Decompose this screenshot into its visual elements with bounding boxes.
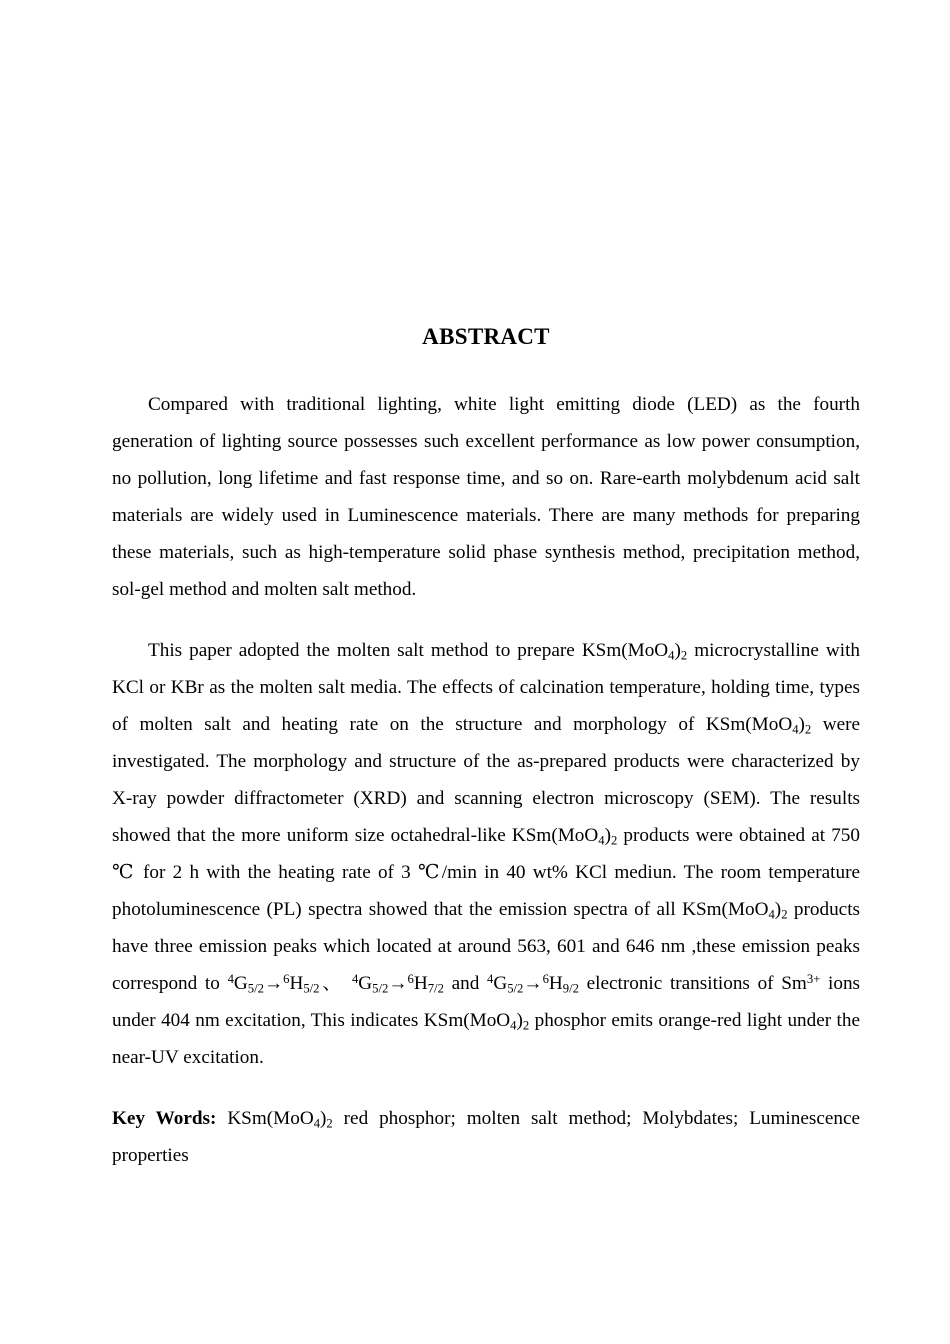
chemical-formula-ksm-mo-o4-2 bbox=[682, 899, 787, 920]
chemical-formula-ksm-mo-o4-2 bbox=[227, 1108, 332, 1129]
paragraph-intro-text: Compared with traditional lighting, white light emitting diode (LED) as the fourth generation of lighting source possesses such excellent performance as low power consumption, no pollution, long lifetime and fast response time, and so on. Rare-earth molybdenum acid salt materials are widely used in Luminescence materials. There are many methods for preparing these materials, such as high-temperature solid phase synthesis method, precipitation method, sol-gel method and molten salt method. bbox=[112, 394, 860, 600]
formula-subscript-count: 2 bbox=[522, 1018, 530, 1033]
transition-3-arrow: → bbox=[523, 973, 543, 994]
chemical-formula-ksm-mo-o4-2 bbox=[424, 1010, 529, 1031]
formula-subscript-count: 2 bbox=[804, 722, 812, 737]
formula-subscript-oxygen: 4 bbox=[510, 1018, 517, 1033]
formula-subscript-oxygen: 4 bbox=[768, 907, 775, 922]
chemical-formula-ksm-mo-o4-2 bbox=[582, 640, 687, 661]
transition-1-sup-a: 4 bbox=[227, 971, 234, 986]
ion-symbol: Sm bbox=[781, 973, 807, 994]
transition-2-sub-a: 5/2 bbox=[372, 981, 389, 996]
transition-1-letter-b: H bbox=[289, 973, 304, 994]
keywords-lead-space bbox=[216, 1108, 227, 1129]
transition-1-sub-a: 5/2 bbox=[247, 981, 264, 996]
transition-3-sup-b: 6 bbox=[542, 971, 549, 986]
formula-subscript-oxygen: 4 bbox=[668, 648, 675, 663]
formula-subscript-oxygen: 4 bbox=[598, 833, 605, 848]
transition-3-sup-a: 4 bbox=[487, 971, 494, 986]
formula-paren-close: ) bbox=[604, 825, 611, 846]
electronic-transition-1 bbox=[228, 973, 320, 994]
results-segment-6: 、 bbox=[319, 973, 352, 994]
formula-subscript-count: 2 bbox=[680, 648, 688, 663]
formula-base: KSm(MoO bbox=[705, 714, 793, 735]
results-segment-5: products have three emission peaks which located at around 563, 601 and 646 nm ,these emission peaks correspond to bbox=[112, 899, 860, 994]
formula-paren-close: ) bbox=[674, 640, 681, 661]
keywords-terms-text: red phosphor; molten salt method; Molybdates; Luminescence properties bbox=[112, 1108, 861, 1166]
transition-3-sub-b: 9/2 bbox=[562, 981, 579, 996]
ion-charge: 3+ bbox=[806, 971, 821, 986]
electronic-transition-2 bbox=[352, 973, 444, 994]
formula-paren-close: ) bbox=[798, 714, 805, 735]
transition-2-arrow: → bbox=[388, 973, 408, 994]
results-segment-10: phosphor emits orange-red light under the near-UV excitation. bbox=[112, 1010, 860, 1068]
paragraph-results bbox=[112, 632, 860, 1076]
formula-base: KSm(MoO bbox=[227, 1108, 314, 1129]
transition-2-sup-a: 4 bbox=[351, 971, 359, 986]
transition-3-sub-a: 5/2 bbox=[507, 981, 524, 996]
formula-paren-close: ) bbox=[320, 1108, 327, 1129]
transition-1-sub-b: 5/2 bbox=[303, 981, 320, 996]
formula-base: KSm(MoO bbox=[423, 1010, 511, 1031]
page-title: ABSTRACT bbox=[422, 324, 550, 350]
formula-base: KSm(MoO bbox=[511, 825, 599, 846]
transition-1-sup-b: 6 bbox=[283, 971, 290, 986]
transition-2-sub-b: 7/2 bbox=[427, 981, 444, 996]
chemical-formula-ksm-mo-o4-2 bbox=[512, 825, 617, 846]
formula-subscript-oxygen: 4 bbox=[792, 722, 799, 737]
transition-3-letter-a: G bbox=[493, 973, 508, 994]
transition-1-arrow: → bbox=[263, 973, 284, 994]
transition-3-letter-b: H bbox=[548, 973, 563, 994]
formula-subscript-count: 2 bbox=[326, 1116, 333, 1131]
formula-subscript-oxygen: 4 bbox=[313, 1116, 321, 1131]
formula-paren-close: ) bbox=[774, 899, 782, 920]
results-segment-2: microcrystalline with KCl or KBr as the molten salt media. The effects of calcination temperature, holding time, types of molten salt and heating rate on the structure and morphology of bbox=[112, 640, 860, 735]
formula-subscript-count: 2 bbox=[781, 907, 788, 922]
abstract-body bbox=[112, 386, 860, 1174]
transition-1-letter-a: G bbox=[233, 973, 248, 994]
transition-2-sup-b: 6 bbox=[407, 971, 414, 986]
ion-samarium-3-plus bbox=[781, 973, 820, 994]
results-segment-1: This paper adopted the molten salt method to prepare bbox=[148, 640, 582, 661]
electronic-transition-3 bbox=[487, 973, 579, 994]
formula-paren-close: ) bbox=[516, 1010, 523, 1031]
formula-base: KSm(MoO bbox=[682, 899, 769, 920]
formula-base: KSm(MoO bbox=[581, 640, 669, 661]
paragraph-intro bbox=[112, 386, 860, 608]
results-segment-3: were investigated. The morphology and structure of the as-prepared products were characterized by X-ray powder diffractometer (XRD) and scanning electron microscopy (SEM). The results showed that the more uniform size octahedral-like bbox=[112, 714, 860, 846]
keywords-label: Key Words: bbox=[112, 1108, 217, 1129]
formula-subscript-count: 2 bbox=[610, 833, 618, 848]
results-segment-4: products were obtained at 750 ℃ for 2 h with the heating rate of 3 ℃/min in 40 wt% KCl mediun. The room temperature photoluminescence (PL) spectra showed that the emission spectra of all bbox=[112, 825, 860, 920]
results-segment-9: ions under 404 nm excitation, This indicates bbox=[112, 973, 861, 1031]
transition-2-letter-b: H bbox=[413, 973, 428, 994]
results-segment-8: electronic transitions of bbox=[578, 973, 782, 994]
chemical-formula-ksm-mo-o4-2 bbox=[706, 714, 811, 735]
keywords-line bbox=[112, 1100, 860, 1174]
results-segment-7: and bbox=[443, 973, 487, 994]
transition-2-letter-a: G bbox=[358, 973, 373, 994]
